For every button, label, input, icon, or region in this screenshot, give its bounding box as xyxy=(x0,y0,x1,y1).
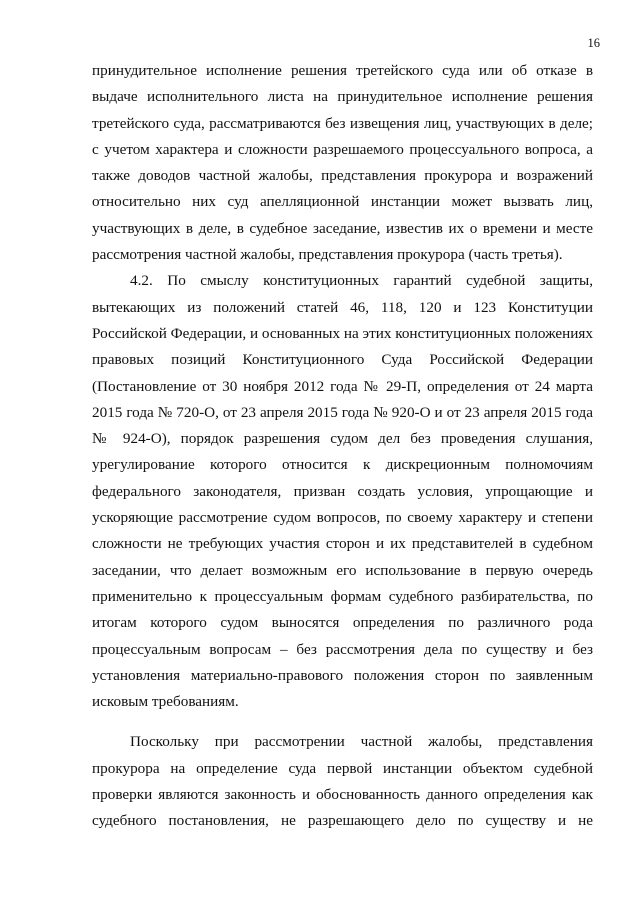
document-body xyxy=(92,58,593,835)
paragraph-continuation: принудительное исполнение решения третейского суда или об отказе в выдаче исполнительного листа на принудительное исполнение решения третейского суда, рассматриваются без извещения лиц, участвующих в деле; с учетом характера и сложности разрешаемого процессуального вопроса, а также доводов частной жалобы, представления прокурора и возражений относительно них суд апелляционной инстанции может вызвать лиц, участвующих в деле, в судебное заседание, известив их о времени и месте рассмотрения частной жалобы, представления прокурора (часть третья). xyxy=(92,62,593,264)
paragraph-private-complaint: Поскольку при рассмотрении частной жалобы, представления прокурора на определение суда первой инстанции объектом судебной проверки являются законность и обоснованность данного определения как судебного постановления, не разрешающего дело по существу и не xyxy=(92,733,593,830)
paragraph-section-4-2: 4.2. По смыслу конституционных гарантий судебной защиты, вытекающих из положений статей 46, 118, 120 и 123 Конституции Российской Федерации, и основанных на этих конституционных положениях правовых позиций Конституционного Суда Российской Федерации (Постановление от 30 ноября 2012 года № 29-П, определения от 24 марта 2015 года № 720-О, от 23 апреля 2015 года № 920-О и от 23 апреля 2015 года № 924-О), порядок разрешения судом дел без проведения слушания, урегулирование которого относится к дискреционным полномочиям федерального законодателя, призван создать условия, упрощающие и ускоряющие рассмотрение судом вопросов, по своему характеру и степени сложности не требующих участия сторон и их представителей в судебном заседании, что делает возможным его использование в первую очередь применительно к процессуальным формам судебного разбирательства, по итогам которого судом выносятся определения по различного рода процессуальным вопросам – без рассмотрения дела по существу и без установления материально-правового положения сторон по заявленным исковым требованиям. xyxy=(92,272,593,711)
page-number: 16 xyxy=(587,36,600,50)
